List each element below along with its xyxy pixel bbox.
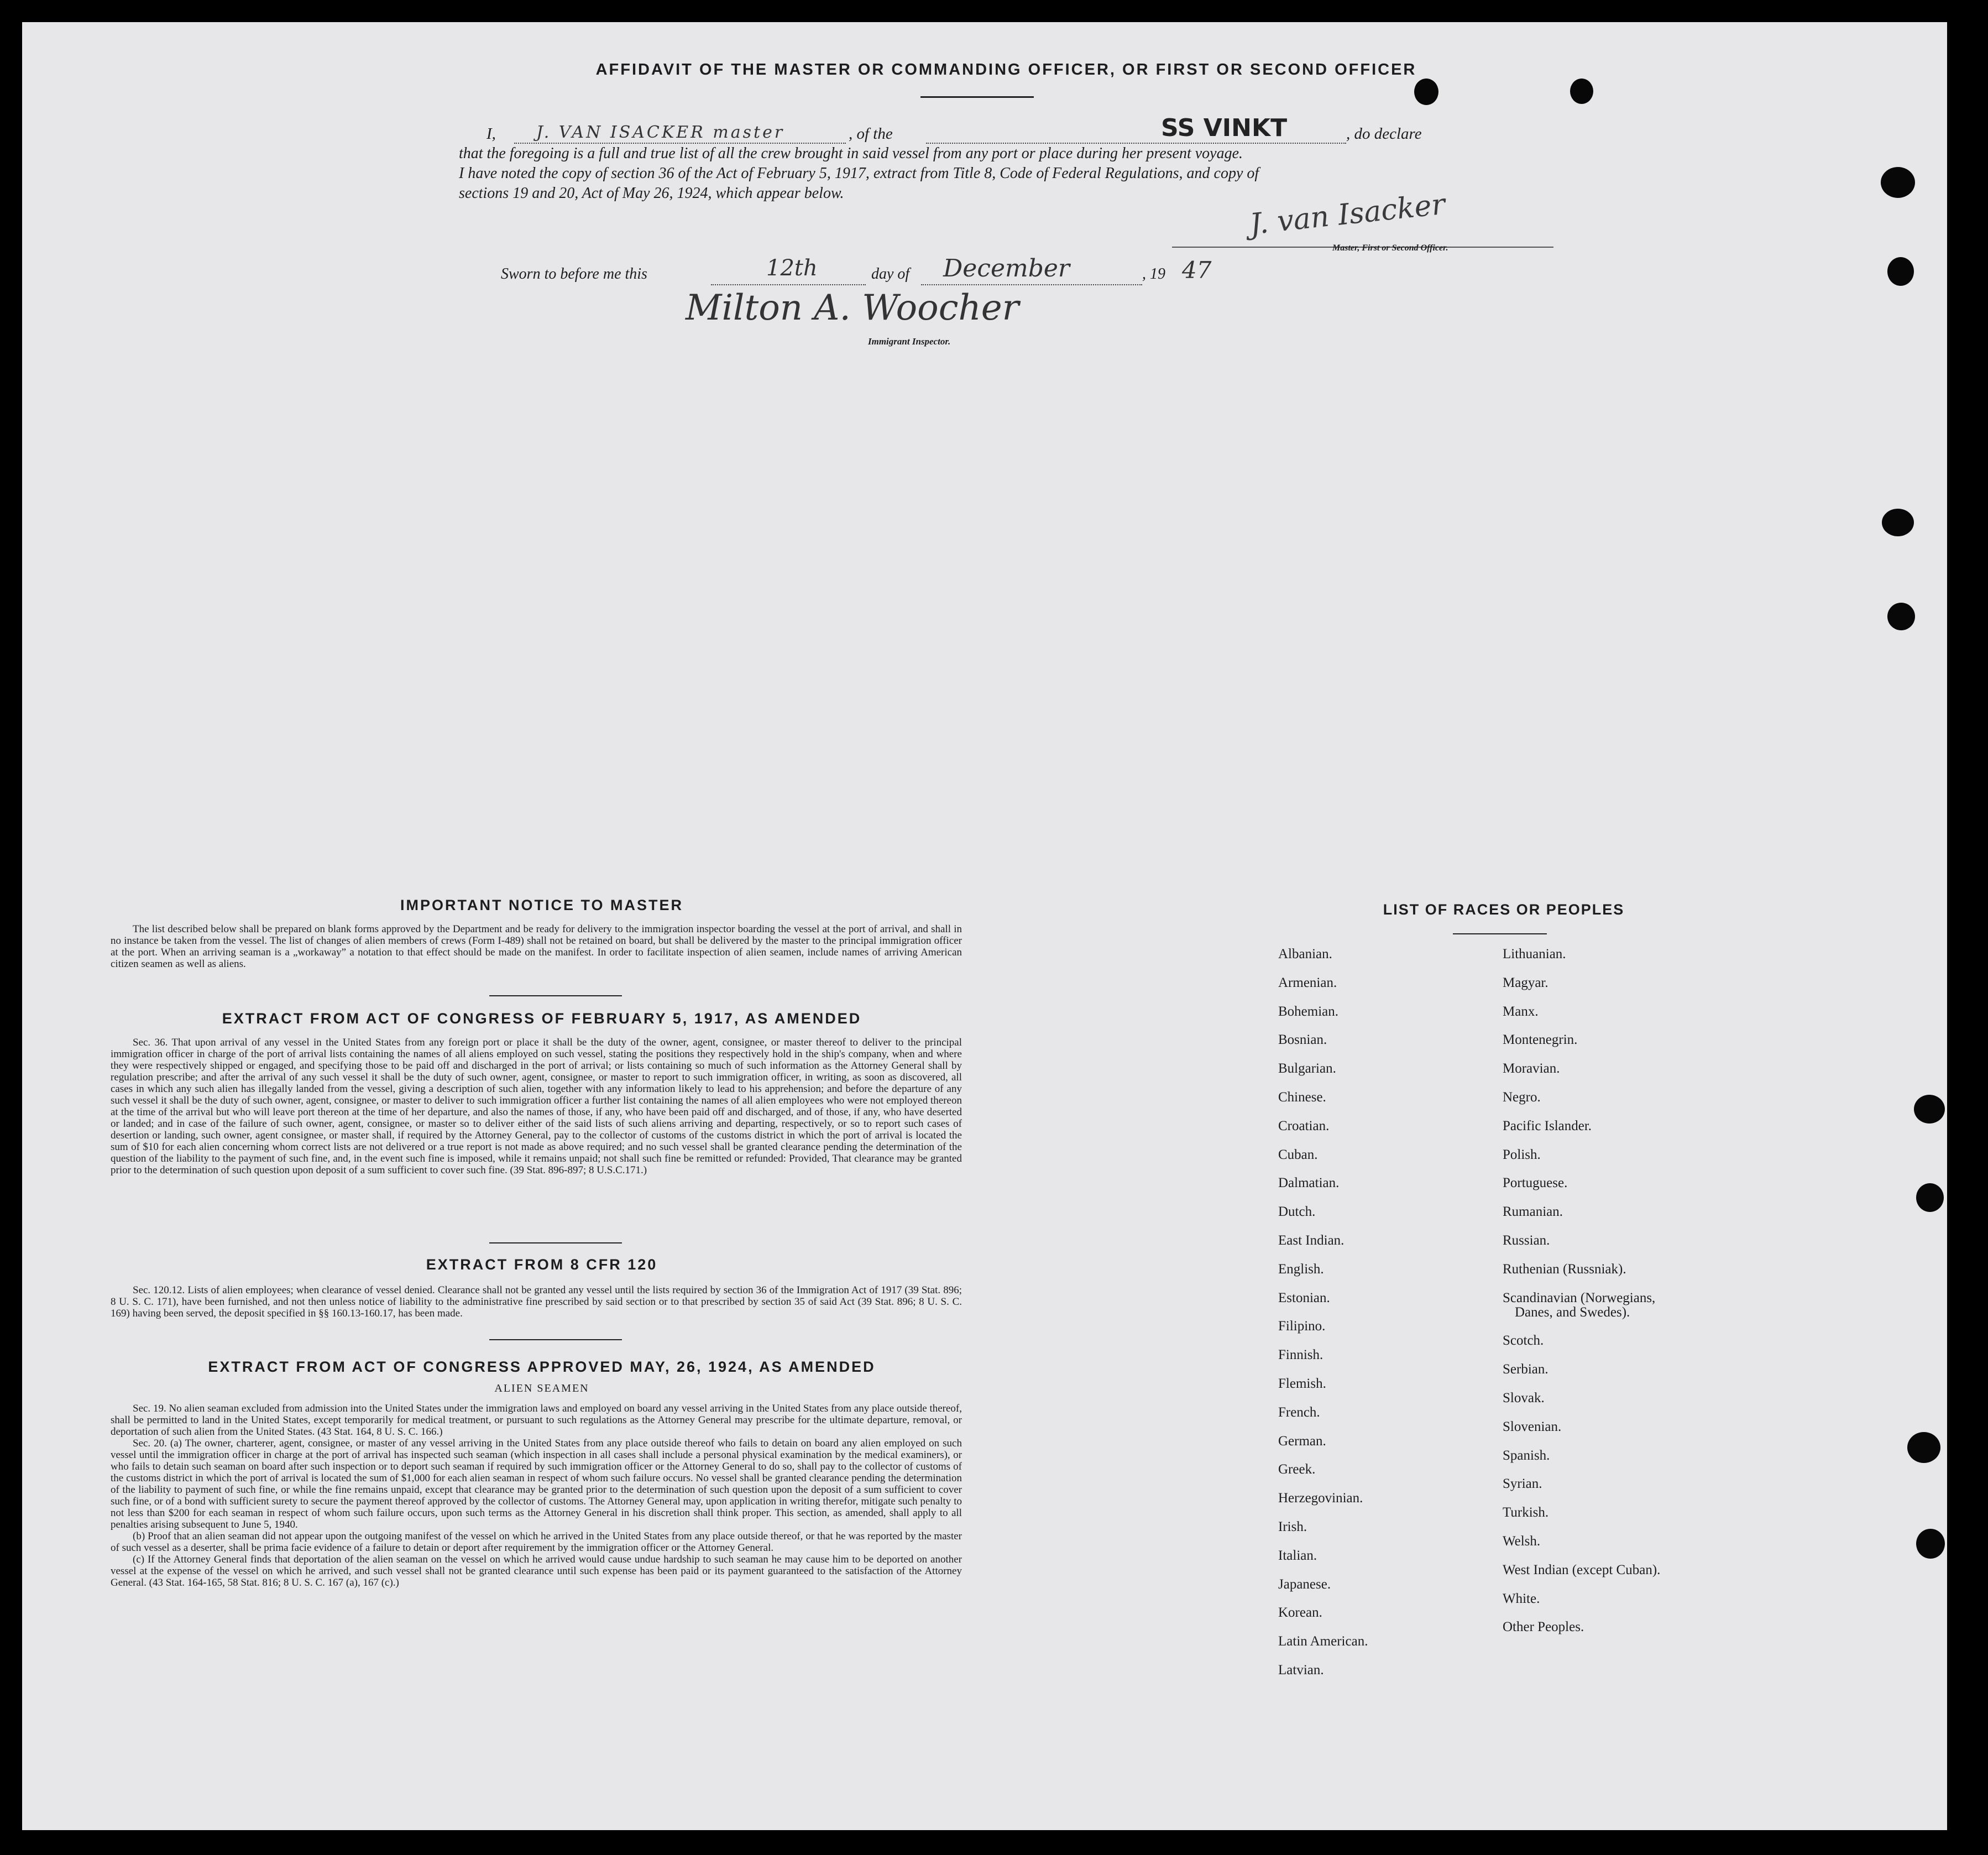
inspector-signature: Milton A. Woocher bbox=[686, 288, 1019, 328]
punch-hole bbox=[1882, 509, 1914, 536]
master-name-field: J. VAN ISACKER master bbox=[536, 123, 785, 142]
notice-body bbox=[111, 923, 962, 970]
section-36-text: Sec. 36. That upon arrival of any vessel in the United States from any foreign port or place it shall be the duty of the owner, agent, consignee, or master thereof to deliver to the principal immigration officer in charge of the port of arrival lists containing the names of all aliens employed on such vessel, stating the positions they respectively hold in the ship's company, when and where they were respectively shipped or engaged, and specifying those to be paid off and discharged in the port of arrival; or lists containing so much of such information as the Attorney General shall by regulation prescribe; and after the arrival of any such vessel it shall be the duty of such owner, agent, consignee, or master to report to such immigration officer, in writing, as soon as discovered, all cases in which any such alien has illegally landed from the vessel, giving a description of such alien, together with any information likely to lead to his apprehension; and before the departure of any such vessel it shall be the duty of such owner, agent, consignee, or master to deliver to such immigration officer a further list containing the names of all alien employees who were not employed thereon at the time of the arrival but who will leave port thereon at the time of her departure, and also the names of those, if any, who have been paid off and discharged, and of those, if any, who have deserted or landed; and in case of the failure of such owner, agent, consignee, or master so to deliver either of the said lists of such aliens arriving and departing, respectively, or so to report such cases of desertion or landing, such owner, agent consignee, or master shall, if required by the Attorney General, pay to the collector of customs of the customs district in which the port of arrival is located the sum of $10 for each alien concerning whom correct lists are not delivered or a true report is not made as above required; and no such vessel shall be granted clearance pending the determination of the question of the liability to the payment of such fine, and, in the event such fine is imposed, while it remains unpaid; not shall such fine be remitted or refunded: Provided, That clearance may be granted prior to the determination of such question upon deposit of a sum sufficient to cover such fine. (39 Stat. 896-897; 8 U.S.C.171.) bbox=[111, 1037, 962, 1176]
punch-hole bbox=[1916, 1183, 1944, 1212]
races-title: LIST OF RACES OR PEOPLES bbox=[1383, 901, 1625, 918]
extract-1917-title: EXTRACT FROM ACT OF CONGRESS OF FEBRUARY 5, 1917, AS AMENDED bbox=[222, 1010, 862, 1027]
affidavit-i: I, bbox=[486, 125, 496, 143]
race-item: Latin American. bbox=[1278, 1634, 1368, 1649]
race-item: Syrian. bbox=[1503, 1476, 1542, 1492]
race-item: English. bbox=[1278, 1261, 1324, 1277]
affidavit-line-1 bbox=[464, 114, 1614, 145]
race-item: Albanian. bbox=[1278, 947, 1332, 962]
race-item: Italian. bbox=[1278, 1548, 1317, 1563]
race-item: Flemish. bbox=[1278, 1376, 1326, 1391]
divider bbox=[489, 1339, 622, 1340]
punch-hole bbox=[1881, 167, 1915, 198]
punch-hole bbox=[1887, 257, 1914, 286]
race-item: Danes, and Swedes). bbox=[1515, 1304, 1630, 1320]
race-item: Herzegovinian. bbox=[1278, 1491, 1363, 1506]
race-item: Other Peoples. bbox=[1503, 1619, 1584, 1635]
title-divider bbox=[920, 96, 1034, 98]
document-page bbox=[22, 22, 1947, 1830]
section-20b-text: (b) Proof that an alien seaman did not appear upon the outgoing manifest of the vessel on which he arrived in the United States from any place outside thereof, or that he was reported by the master of such vessel as a deserter, shall be prima facie evidence of a failure to detain or deport after requirement by the immigration officer or the Attorney General. bbox=[111, 1530, 962, 1554]
ship-field-line bbox=[926, 143, 1346, 144]
punch-hole bbox=[1570, 79, 1593, 104]
race-item: Dutch. bbox=[1278, 1204, 1316, 1220]
race-item: Finnish. bbox=[1278, 1347, 1323, 1363]
race-item: West Indian (except Cuban). bbox=[1503, 1562, 1661, 1577]
race-item: Bohemian. bbox=[1278, 1004, 1339, 1019]
race-item: Latvian. bbox=[1278, 1663, 1324, 1678]
punch-hole bbox=[1907, 1432, 1940, 1463]
day-field-line bbox=[711, 284, 866, 285]
race-item: Lithuanian. bbox=[1503, 947, 1566, 962]
race-item: Chinese. bbox=[1278, 1090, 1326, 1105]
race-item: Moravian. bbox=[1503, 1061, 1560, 1077]
race-item: Bulgarian. bbox=[1278, 1061, 1336, 1077]
race-item: Estonian. bbox=[1278, 1290, 1330, 1305]
race-item: Rumanian. bbox=[1503, 1204, 1563, 1220]
race-item: Croatian. bbox=[1278, 1118, 1330, 1133]
cfr-120-title: EXTRACT FROM 8 CFR 120 bbox=[426, 1256, 658, 1273]
race-item: Spanish. bbox=[1503, 1448, 1550, 1463]
race-item: Armenian. bbox=[1278, 975, 1337, 990]
sworn-prefix: Sworn to before me this bbox=[501, 265, 647, 283]
affidavit-line-3: I have noted the copy of section 36 of the Act of February 5, 1917, extract from Title 8, Code of Federal Regulations, and copy of bbox=[459, 165, 1259, 182]
month-field-line bbox=[921, 284, 1142, 285]
races-left-column bbox=[1278, 947, 1488, 1704]
race-item: Polish. bbox=[1503, 1147, 1541, 1162]
master-caption: Master, First or Second Officer. bbox=[1332, 243, 1448, 253]
race-item: Pacific Islander. bbox=[1503, 1118, 1592, 1133]
punch-hole bbox=[1916, 1529, 1945, 1559]
divider bbox=[489, 1242, 622, 1243]
race-item: Welsh. bbox=[1503, 1533, 1541, 1549]
race-item: German. bbox=[1278, 1433, 1326, 1449]
race-item: Scandinavian (Norwegians, bbox=[1503, 1290, 1656, 1305]
race-item: Montenegrin. bbox=[1503, 1032, 1578, 1048]
race-item: Irish. bbox=[1278, 1519, 1307, 1534]
extract-1924-title: EXTRACT FROM ACT OF CONGRESS APPROVED MAY, 26, 1924, AS AMENDED bbox=[208, 1358, 876, 1375]
punch-hole bbox=[1414, 79, 1438, 105]
section-20a-text: Sec. 20. (a) The owner, charterer, agent, consignee, or master of any vessel arriving in the United States from any place outside thereof who fails to detain on board any alien employed on such vessel until the immigration officer in charge at the port of arrival has inspected such seaman (which inspection in all cases shall include a personal physical examination by the medical examiners), or who fails to detain such seaman on board after such inspection or to deport such seaman if required by such immigration officer or the Attorney General to do so, shall pay to the collector of customs of the customs district in which the port of arrival is located the sum of $1,000 for each alien seaman in respect of whom such failure occurs. No vessel shall be granted clearance pending the determination of the liability to payment of such fine, or while the fine remains unpaid, except that clearance may be granted prior to the determination of such question upon the deposit of a sum sufficient to cover such fine, or of a bond with sufficient surety to secure the payment thereof approved by the collector of customs. The Attorney General may, upon application in writing therefor, mitigate such penalty to not less than $200 for each seaman in respect of whom such failure occurs, upon such terms as the Attorney General in his discretion shall think proper. This section, as amended, shall apply to all penalties arising subsequent to June 5, 1940. bbox=[111, 1438, 962, 1530]
race-item: Portuguese. bbox=[1503, 1175, 1568, 1191]
divider bbox=[489, 995, 622, 996]
cfr-120-body bbox=[111, 1284, 962, 1319]
affidavit-title: AFFIDAVIT OF THE MASTER OR COMMANDING OFFICER, OR FIRST OR SECOND OFFICER bbox=[595, 61, 1417, 79]
race-item: Japanese. bbox=[1278, 1576, 1331, 1592]
section-120-12-text: Sec. 120.12. Lists of alien employees; when clearance of vessel denied. Clearance shall not be granted any vessel until the lists required by section 36 of the Immigration Act of 1917 (39 Stat. 896; 8 U. S. C. 171), have been furnished, and not then unless notice of liability to the administrative fine prescribed by said section or to that prescribed by section 35 of said Act (39 Stat. 896; 8 U. S. C. 169) having been served, the deposit specified in §§ 160.13-160.17, has been made. bbox=[111, 1284, 962, 1319]
race-item: Russian. bbox=[1503, 1233, 1550, 1248]
races-divider bbox=[1453, 933, 1547, 934]
race-item: Ruthenian (Russniak). bbox=[1503, 1261, 1626, 1277]
race-item: French. bbox=[1278, 1404, 1320, 1420]
race-item: Negro. bbox=[1503, 1090, 1541, 1105]
race-item: Manx. bbox=[1503, 1004, 1539, 1019]
alien-seamen-subtitle: ALIEN SEAMEN bbox=[494, 1382, 589, 1394]
race-item: Slovenian. bbox=[1503, 1419, 1562, 1434]
punch-hole bbox=[1914, 1095, 1945, 1124]
race-item: White. bbox=[1503, 1591, 1540, 1606]
race-item: Magyar. bbox=[1503, 975, 1548, 990]
extract-1924-body bbox=[111, 1403, 962, 1588]
affidavit-line-2: that the foregoing is a full and true list of all the crew brought in said vessel from any port or place during her present voyage. bbox=[459, 145, 1243, 162]
race-item: Korean. bbox=[1278, 1605, 1322, 1621]
section-19-text: Sec. 19. No alien seaman excluded from admission into the United States under the immigration laws and employed on board any vessel arriving in the United States from any place outside thereof, shall be permitted to land in the United States, except temporarily for medical treatment, or pursuant to such regulations as the Attorney General may prescribe for the ultimate departure, removal, or deportation of such alien from the United States. (43 Stat. 164, 8 U. S. C. 166.) bbox=[111, 1403, 962, 1438]
race-item: Bosnian. bbox=[1278, 1032, 1327, 1048]
race-item: Greek. bbox=[1278, 1462, 1316, 1477]
race-item: Filipino. bbox=[1278, 1319, 1326, 1334]
master-signature: J. van Isacker bbox=[1248, 187, 1447, 242]
affidavit-line-4: sections 19 and 20, Act of May 26, 1924, which appear below. bbox=[459, 185, 844, 202]
sworn-year: 47 bbox=[1182, 257, 1212, 284]
race-item: Scotch. bbox=[1503, 1333, 1544, 1349]
of-the-label: , of the bbox=[849, 125, 893, 143]
race-item: Serbian. bbox=[1503, 1362, 1548, 1377]
race-item: Cuban. bbox=[1278, 1147, 1318, 1162]
punch-hole bbox=[1887, 603, 1915, 630]
race-item: Slovak. bbox=[1503, 1390, 1545, 1405]
notice-paragraph: The list described below shall be prepared on blank forms approved by the Department and be ready for delivery to the immigration inspector boarding the vessel at the port of arrival, and shall in no instance be taken from the vessel. The list of changes of alien members of crews (Form I-489) shall not be retained on board, but shall be delivered by the master to the principal immigration officer at the port. When an arriving seaman is a „workaway” a notation to that effect should be made on the manifest. In order to facilitate inspection of alien seamen, include names of arriving American citizen seamen as well as aliens. bbox=[111, 923, 962, 970]
race-item: East Indian. bbox=[1278, 1233, 1344, 1248]
ship-name-stamp: SS VINKT bbox=[1161, 114, 1288, 142]
race-item: Dalmatian. bbox=[1278, 1175, 1340, 1191]
sworn-month: December bbox=[943, 254, 1070, 283]
section-20c-text: (c) If the Attorney General finds that deportation of the alien seaman on the vessel on which he arrived would cause undue hardship to such seaman he may cause him to be deported on another vessel at the expense of the vessel on which he arrived, and such vessel shall not be granted clearance until such expense has been paid or its payment guaranteed to the satisfaction of the Attorney General. (43 Stat. 164-165, 58 Stat. 816; 8 U. S. C. 167 (a), 167 (c).) bbox=[111, 1554, 962, 1588]
year-prefix: , 19 bbox=[1142, 265, 1165, 283]
race-item: Turkish. bbox=[1503, 1505, 1549, 1520]
name-field-line bbox=[514, 143, 846, 144]
extract-1917-body bbox=[111, 1037, 962, 1176]
notice-title: IMPORTANT NOTICE TO MASTER bbox=[400, 897, 683, 913]
races-right-column bbox=[1503, 947, 1790, 1704]
day-of-label: day of bbox=[871, 265, 910, 283]
sworn-day: 12th bbox=[766, 255, 818, 281]
do-declare-label: , do declare bbox=[1346, 125, 1422, 143]
inspector-caption: Immigrant Inspector. bbox=[868, 336, 951, 347]
